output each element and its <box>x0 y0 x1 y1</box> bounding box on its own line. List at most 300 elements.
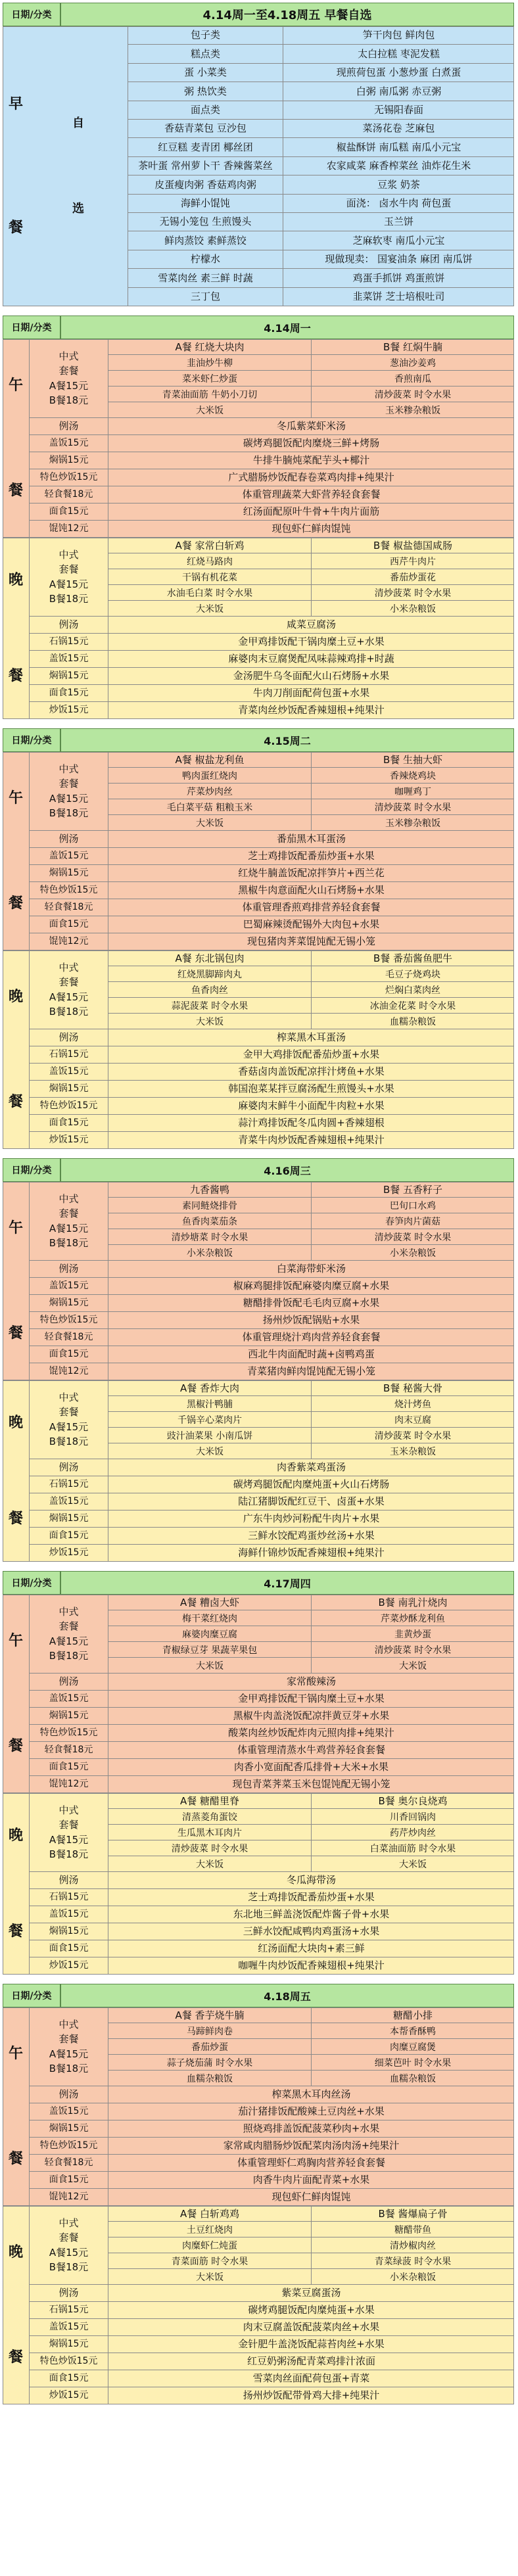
category-label: 炒饭15元 <box>29 1545 108 1562</box>
category-value: 现包猪肉荠菜馄饨配无锡小笼 <box>108 933 514 950</box>
category-label: 面食15元 <box>29 2370 108 2387</box>
meal-char: 午 <box>8 2046 23 2063</box>
b-item: 血糯杂粮饭 <box>311 2071 514 2086</box>
category-value: 扬州炒饭配锅贴+水果 <box>108 1312 514 1329</box>
category-label: 盖饭15元 <box>29 1064 108 1081</box>
a-item: 青菜面筋 时令水果 <box>108 2253 311 2269</box>
day-header-title: 4.14周一 <box>60 316 514 339</box>
category-value: 金甲大鸡排饭配番茄炒蛋+水果 <box>108 1046 514 1064</box>
b-item: 小米杂粮饭 <box>311 601 514 617</box>
category-value: 红汤面配大块肉+素三鲜 <box>108 1940 514 1957</box>
b-item: 清炒菠菜 时令水果 <box>311 1428 514 1443</box>
set-meal-line: B餐18元 <box>49 1650 89 1662</box>
soup-label: 例汤 <box>29 617 108 634</box>
self-char: 自 <box>72 116 84 131</box>
breakfast-row-left: 无锡小笼包 生煎馒头 <box>128 213 283 231</box>
set-meal-line: 中式 <box>59 762 79 775</box>
set-meal-line: 套餐 <box>59 2033 79 2045</box>
a-item: 梅干菜红烧肉 <box>108 1610 311 1626</box>
lunch-meal-label <box>3 1595 29 1793</box>
category-label: 馄饨12元 <box>29 2189 108 2206</box>
meal-char: 午 <box>8 1220 23 1237</box>
category-value: 陆江猪脚饭配红豆干、卤蛋+水果 <box>108 1493 514 1510</box>
b-item: 清炒菠菜 时令水果 <box>311 1642 514 1658</box>
category-value: 芝士鸡排饭配番茄炒蛋+水果 <box>108 1889 514 1906</box>
b-item: 清炒菠菜 时令水果 <box>311 585 514 601</box>
b-item: 血糯杂粮饭 <box>311 1014 514 1029</box>
set-meal-line: A餐15元 <box>49 1222 89 1234</box>
soup-label: 例汤 <box>29 1029 108 1046</box>
breakfast-row-left: 红豆糕 麦青团 椰丝团 <box>128 138 283 156</box>
a-item: 鸭肉蛋红烧肉 <box>108 768 311 784</box>
category-label: 盖饭15元 <box>29 1906 108 1923</box>
b-item: 小米杂粮饭 <box>311 1245 514 1261</box>
category-label: 面食15元 <box>29 685 108 702</box>
a-item: 大米饭 <box>108 2269 311 2285</box>
category-value: 韩国泡菜某拌豆腐汤配生煎馒头+水果 <box>108 1081 514 1098</box>
a-item: 大米饭 <box>108 1014 311 1029</box>
set-meal-line: 套餐 <box>59 365 79 377</box>
breakfast-row-right: 现煎荷包蛋 小葱炒蛋 白煮蛋 <box>283 64 514 82</box>
b-item: 青菜绿菠 时令水果 <box>311 2253 514 2269</box>
b-item: 肉糜豆腐煲 <box>311 2039 514 2055</box>
set-meal-line: 套餐 <box>59 1620 79 1632</box>
category-value: 黑椒牛肉盖浇饭配凉拌黄豆芽+水果 <box>108 1708 514 1725</box>
soup-value: 紫菜豆腐蛋汤 <box>108 2285 514 2302</box>
category-value: 广东牛肉炒河粉配牛肉片+水果 <box>108 1510 514 1528</box>
a-item: 大米饭 <box>108 1856 311 1872</box>
header-title: 4.14周一至4.18周五 早餐自选 <box>60 3 514 26</box>
breakfast-row-right: 玉兰饼 <box>283 213 514 231</box>
a-head: 九香酱鸭 <box>108 1182 311 1198</box>
category-value: 金甲鸡排饭配干锅肉糜土豆+水果 <box>108 634 514 651</box>
category-label: 焖锅15元 <box>29 1295 108 1312</box>
soup-label: 例汤 <box>29 1261 108 1278</box>
a-item: 清炒塘菜 时令水果 <box>108 1229 311 1245</box>
category-label: 轻食餐18元 <box>29 2155 108 2172</box>
category-value: 现包青菜荠菜玉米包馄饨配无锡小笼 <box>108 1776 514 1793</box>
meal-char: 晚 <box>8 571 23 588</box>
category-value: 麻婆肉末鲜牛小面配牛肉粒+水果 <box>108 1098 514 1115</box>
category-value: 红汤面配原叶牛骨+牛肉片面筋 <box>108 503 514 521</box>
category-value: 碳烤鸡腿饭配肉糜炖蛋+水果 <box>108 2302 514 2319</box>
a-item: 麻婆肉糜豆腐 <box>108 1626 311 1642</box>
breakfast-meal-label <box>3 26 29 306</box>
category-value: 香菇卤肉盖饭配凉拌汁烤鱼+水果 <box>108 1064 514 1081</box>
a-item: 大米饭 <box>108 402 311 418</box>
category-value: 肉末豆腐盖饭配菠菜肉丝+水果 <box>108 2319 514 2336</box>
meal-char: 午 <box>8 790 23 807</box>
category-value: 巴蜀麻辣烫配锡外大肉包+水果 <box>108 916 514 933</box>
b-head: B餐 秘酱大骨 <box>311 1380 514 1396</box>
category-label: 面食15元 <box>29 2172 108 2189</box>
category-label: 盖饭15元 <box>29 1278 108 1295</box>
a-item: 大米饭 <box>108 1658 311 1674</box>
a-head: A餐 红烧大块肉 <box>108 339 311 355</box>
a-item: 千锅辛心菜肉片 <box>108 1412 311 1428</box>
b-item: 冰油金花菜 时令水果 <box>311 998 514 1014</box>
b-item: 毛豆子烧鸡块 <box>311 966 514 982</box>
category-label: 特色炒饭15元 <box>29 1725 108 1742</box>
category-label: 焖锅15元 <box>29 1708 108 1725</box>
category-value: 碳烤鸡腿饭配肉糜烧三鲜+烤肠 <box>108 435 514 452</box>
breakfast-row-right: 韭菜饼 芝士培根吐司 <box>283 288 514 306</box>
header-date-category: 日期/分类 <box>3 3 60 26</box>
a-item: 清炒菠菜 时令水果 <box>108 1840 311 1856</box>
b-item: 药芹炒肉丝 <box>311 1825 514 1840</box>
category-value: 红豆奶粥汤配青菜鸡排汁浓面 <box>108 2353 514 2370</box>
soup-label: 例汤 <box>29 1459 108 1476</box>
set-meal-label <box>29 2206 108 2285</box>
breakfast-row-right: 鸡蛋手抓饼 鸡蛋煎饼 <box>283 269 514 287</box>
breakfast-row-left: 香菇青菜包 豆沙包 <box>128 120 283 138</box>
b-item: 糖醋带鱼 <box>311 2222 514 2237</box>
b-item: 番茄炒蛋花 <box>311 569 514 585</box>
category-label: 石锅15元 <box>29 2302 108 2319</box>
category-value: 东北地三鲜盖浇饭配炸酱子骨+水果 <box>108 1906 514 1923</box>
a-head: A餐 家常白斩鸡 <box>108 538 311 553</box>
category-label: 盖饭15元 <box>29 435 108 452</box>
category-label: 石锅15元 <box>29 1476 108 1493</box>
meal-char: 餐 <box>8 482 23 499</box>
category-value: 体重管理香煎鸡排营养轻食套餐 <box>108 899 514 916</box>
set-meal-line: A餐15元 <box>49 578 89 590</box>
category-label: 馄饨12元 <box>29 933 108 950</box>
soup-value: 肉香紫菜鸡蛋汤 <box>108 1459 514 1476</box>
category-label: 馄饨12元 <box>29 1363 108 1380</box>
meal-char: 餐 <box>8 2150 23 2167</box>
set-meal-label <box>29 339 108 418</box>
b-item: 白菜油面筋 时令水果 <box>311 1840 514 1856</box>
breakfast-row-left: 柠檬水 <box>128 250 283 269</box>
category-value: 青菜肉丝炒饭配香辣翅根+纯果汁 <box>108 702 514 719</box>
category-value: 糖醋排骨饭配毛毛肉豆腐+水果 <box>108 1295 514 1312</box>
b-item: 大米饭 <box>311 1658 514 1674</box>
dinner-meal-label <box>3 538 29 719</box>
soup-value: 冬瓜紫菜虾米汤 <box>108 418 514 435</box>
category-label: 炒饭15元 <box>29 702 108 719</box>
category-value: 金汤肥牛乌冬面配火山石烤肠+水果 <box>108 668 514 685</box>
category-label: 焖锅15元 <box>29 1081 108 1098</box>
category-label: 轻食餐18元 <box>29 1742 108 1759</box>
set-meal-line: 中式 <box>59 1804 79 1816</box>
b-item: 韭黄炒蛋 <box>311 1626 514 1642</box>
set-meal-line: 中式 <box>59 548 79 561</box>
category-label: 面食15元 <box>29 1346 108 1363</box>
b-item: 葱油沙姜鸡 <box>311 355 514 371</box>
category-label: 炒饭15元 <box>29 1957 108 1975</box>
a-item: 大米饭 <box>108 601 311 617</box>
a-item: 红烧黑脚蹄肉丸 <box>108 966 311 982</box>
self-char: 选 <box>72 202 84 216</box>
a-item: 青椒绿豆芽 果蔬苹果包 <box>108 1642 311 1658</box>
category-value: 红烧牛腩盖饭配凉拌笋片+西兰花 <box>108 865 514 882</box>
b-item: 清炒菠菜 时令水果 <box>311 386 514 402</box>
a-item: 毛白菜平菇 粗粮玉米 <box>108 799 311 815</box>
category-value: 椒麻鸡腿排饭配麻婆肉糜豆腐+水果 <box>108 1278 514 1295</box>
a-item: 韭油炒牛柳 <box>108 355 311 371</box>
category-label: 特色炒饭15元 <box>29 1312 108 1329</box>
day-header-title: 4.18周五 <box>60 1984 514 2007</box>
set-meal-line: B餐18元 <box>49 807 89 819</box>
set-meal-line: A餐15元 <box>49 2246 89 2259</box>
meal-char: 餐 <box>8 1093 23 1110</box>
category-label: 盖饭15元 <box>29 651 108 668</box>
meal-char: 晚 <box>8 1827 23 1844</box>
category-label: 焖锅15元 <box>29 2336 108 2353</box>
breakfast-row-left: 糕点类 <box>128 45 283 63</box>
set-meal-line: 中式 <box>59 2018 79 2030</box>
meal-char: 午 <box>8 1633 23 1650</box>
category-label: 特色炒饭15元 <box>29 882 108 899</box>
category-value: 体重管理蔬菜大虾营养轻食套餐 <box>108 486 514 503</box>
meal-char: 餐 <box>8 2349 23 2366</box>
a-item: 蒜泥菠菜 时令水果 <box>108 998 311 1014</box>
b-item: 西芹牛肉片 <box>311 553 514 569</box>
b-item: 咖喱鸡丁 <box>311 784 514 799</box>
category-label: 盖饭15元 <box>29 2319 108 2336</box>
category-label: 炒饭15元 <box>29 1132 108 1149</box>
a-head: A餐 东北锅包肉 <box>108 950 311 966</box>
b-item: 香辣烧鸡块 <box>311 768 514 784</box>
a-item: 土豆红烧肉 <box>108 2222 311 2237</box>
breakfast-row-left: 粥 热饮类 <box>128 82 283 101</box>
day-header-category: 日期/分类 <box>3 316 60 339</box>
category-value: 黑椒牛肉意面配火山石烤肠+水果 <box>108 882 514 899</box>
a-head: A餐 椒盐龙利鱼 <box>108 752 311 768</box>
breakfast-row-right: 现做现卖： 国宴油条 麻团 南瓜饼 <box>283 250 514 269</box>
soup-label: 例汤 <box>29 418 108 435</box>
category-value: 咖喱牛肉炒饭配香辣翅根+纯果汁 <box>108 1957 514 1975</box>
meal-char: 午 <box>8 377 23 394</box>
a-item: 马蹄鲜肉卷 <box>108 2023 311 2039</box>
breakfast-row-left: 蛋 小菜类 <box>128 64 283 82</box>
category-value: 现包虾仁鲜肉馄饨 <box>108 2189 514 2206</box>
day-header-category: 日期/分类 <box>3 1571 60 1595</box>
day-header-title: 4.15周二 <box>60 728 514 752</box>
b-item: 烂焖白菜肉丝 <box>311 982 514 998</box>
category-value: 体重管理清蒸水牛鸡营养轻食套餐 <box>108 1742 514 1759</box>
set-meal-line: A餐15元 <box>49 2048 89 2060</box>
b-item: 玉米糁杂粮饭 <box>311 815 514 831</box>
category-label: 轻食餐18元 <box>29 1329 108 1346</box>
category-value: 蒜汁鸡排饭配冬瓜肉圆+香辣翅根 <box>108 1115 514 1132</box>
a-head: A餐 糟卤大虾 <box>108 1595 311 1610</box>
category-value: 照烧鸡排盖饭配菠菜秒肉+水果 <box>108 2120 514 2138</box>
set-meal-line: B餐18元 <box>49 1237 89 1249</box>
breakfast-row-left: 鲜肉蒸饺 素鲜蒸饺 <box>128 231 283 250</box>
breakfast-row-left: 海鲜小馄饨 <box>128 195 283 213</box>
a-item: 素同鲢烧排骨 <box>108 1198 311 1213</box>
b-item: 清炒菠菜 时令水果 <box>311 1229 514 1245</box>
b-head: B餐 南乳汁烧肉 <box>311 1595 514 1610</box>
category-value: 牛肉刀削面配荷包蛋+水果 <box>108 685 514 702</box>
dinner-meal-label <box>3 1793 29 1975</box>
meal-char: 晚 <box>8 1414 23 1431</box>
breakfast-row-right: 面浇： 卤水牛肉 荷包蛋 <box>283 195 514 213</box>
set-meal-line: A餐15元 <box>49 379 89 392</box>
meal-char: 餐 <box>8 220 23 236</box>
a-item: 大米饭 <box>108 1443 311 1459</box>
breakfast-row-right: 白粥 南瓜粥 赤豆粥 <box>283 82 514 101</box>
b-item: 小米杂粮饭 <box>311 2269 514 2285</box>
set-meal-line: B餐18元 <box>49 1436 89 1447</box>
a-item: 大米饭 <box>108 815 311 831</box>
soup-value: 冬瓜海带汤 <box>108 1872 514 1889</box>
b-head: B餐 生抽大虾 <box>311 752 514 768</box>
set-meal-line: A餐15元 <box>49 1420 89 1433</box>
meal-char: 早 <box>8 95 23 112</box>
lunch-meal-label <box>3 2007 29 2206</box>
set-meal-line: A餐15元 <box>49 1635 89 1647</box>
breakfast-row-right: 椒盐酥饼 南瓜糕 南瓜小元宝 <box>283 138 514 156</box>
set-meal-line: 中式 <box>59 1192 79 1205</box>
lunch-meal-label <box>3 339 29 538</box>
a-head: A餐 香芋烧牛腩 <box>108 2007 311 2023</box>
dinner-meal-label <box>3 950 29 1149</box>
meal-char: 餐 <box>8 1923 23 1940</box>
category-label: 炒饭15元 <box>29 2387 108 2404</box>
dinner-meal-label <box>3 1380 29 1562</box>
category-label: 特色炒饭15元 <box>29 2353 108 2370</box>
day-header-category: 日期/分类 <box>3 1984 60 2007</box>
meal-char: 餐 <box>8 1510 23 1527</box>
b-item: 清炒椒肉丝 <box>311 2237 514 2253</box>
category-label: 焖锅15元 <box>29 668 108 685</box>
breakfast-row-left: 包子类 <box>128 26 283 45</box>
category-value: 扬州炒饭配带骨鸡大排+纯果汁 <box>108 2387 514 2404</box>
category-label: 面食15元 <box>29 1940 108 1957</box>
a-item: 芹菜炒肉丝 <box>108 784 311 799</box>
set-meal-line: 套餐 <box>59 1819 79 1831</box>
b-head: B餐 奥尔良烧鸡 <box>311 1793 514 1809</box>
category-value: 茄汁猪排饭配酸辣土豆肉丝+水果 <box>108 2103 514 2120</box>
set-meal-line: B餐18元 <box>49 394 89 406</box>
b-item: 玉米糁杂粮饭 <box>311 402 514 418</box>
soup-label: 例汤 <box>29 2086 108 2103</box>
b-head: B餐 番茄酱鱼肥牛 <box>311 950 514 966</box>
breakfast-row-right: 太白拉糕 枣泥发糕 <box>283 45 514 63</box>
category-value: 牛排牛腩炖菜配芋头+椰汁 <box>108 452 514 469</box>
soup-value: 咸菜豆腐汤 <box>108 617 514 634</box>
category-label: 焖锅15元 <box>29 865 108 882</box>
day-header-title: 4.17周四 <box>60 1571 514 1595</box>
set-meal-line: 套餐 <box>59 976 79 988</box>
soup-value: 家常酸辣汤 <box>108 1674 514 1691</box>
a-item: 肉糜虾仁炖蛋 <box>108 2237 311 2253</box>
category-value: 西北牛肉面配时蔬+卤鸭鸡蛋 <box>108 1346 514 1363</box>
set-meal-line: A餐15元 <box>49 792 89 805</box>
a-item: 红烧马路肉 <box>108 553 311 569</box>
soup-label: 例汤 <box>29 2285 108 2302</box>
day-header-title: 4.16周三 <box>60 1158 514 1182</box>
a-item: 干锅有机花菜 <box>108 569 311 585</box>
set-meal-line: 中式 <box>59 961 79 973</box>
category-value: 酸菜肉丝炒饭配炸肉元照肉排+纯果汁 <box>108 1725 514 1742</box>
set-meal-line: 套餐 <box>59 778 79 789</box>
set-meal-line: A餐15元 <box>49 1833 89 1846</box>
set-meal-label <box>29 752 108 831</box>
set-meal-label <box>29 538 108 617</box>
category-value: 金针肥牛盖浇饭配蒜苔肉丝+水果 <box>108 2336 514 2353</box>
lunch-meal-label <box>3 752 29 950</box>
b-item: 清炒菠菜 时令水果 <box>311 799 514 815</box>
b-head: 糖醋小排 <box>311 2007 514 2023</box>
category-value: 广式腊肠炒饭配春卷菜鸡肉排+纯果汁 <box>108 469 514 486</box>
day-header-category: 日期/分类 <box>3 728 60 752</box>
a-item: 生瓜黑木耳肉片 <box>108 1825 311 1840</box>
a-head: A餐 香炸大肉 <box>108 1380 311 1396</box>
category-label: 焖锅15元 <box>29 1923 108 1940</box>
b-item: 玉米杂粮饭 <box>311 1443 514 1459</box>
b-head: B餐 椒盐德国咸肠 <box>311 538 514 553</box>
b-item: 川香回锅肉 <box>311 1809 514 1825</box>
category-value: 三鲜水饺配鸡蛋炒丝汤+水果 <box>108 1528 514 1545</box>
category-value: 三鲜水饺配咸鸭肉鸡蛋汤+水果 <box>108 1923 514 1940</box>
a-item: 小米杂粮饭 <box>108 1245 311 1261</box>
category-value: 家常咸肉腊肠炒饭配菜肉汤肉汤+纯果汁 <box>108 2138 514 2155</box>
meal-char: 餐 <box>8 1324 23 1342</box>
category-value: 现包虾仁鲜肉馄饨 <box>108 521 514 538</box>
b-head: B餐 五香籽子 <box>311 1182 514 1198</box>
breakfast-row-right: 无锡阳春面 <box>283 101 514 120</box>
set-meal-label <box>29 950 108 1029</box>
meal-char: 晚 <box>8 2244 23 2261</box>
a-item: 清蒸菱角蛋饺 <box>108 1809 311 1825</box>
soup-value: 榨菜黑木耳肉丝汤 <box>108 2086 514 2103</box>
set-meal-line: A餐15元 <box>49 991 89 1003</box>
a-item: 豉汁油菜果 小南瓜饼 <box>108 1428 311 1443</box>
b-item: 香煎南瓜 <box>311 371 514 386</box>
category-label: 石锅15元 <box>29 1889 108 1906</box>
meal-char: 晚 <box>8 989 23 1006</box>
breakfast-row-right: 芝麻软枣 南瓜小元宝 <box>283 231 514 250</box>
set-meal-line: 套餐 <box>59 1406 79 1418</box>
a-item: 黑椒汁鸭脯 <box>108 1396 311 1412</box>
category-label: 盖饭15元 <box>29 1691 108 1708</box>
a-item: 番茄炒蛋 <box>108 2039 311 2055</box>
b-item: 肉末豆腐 <box>311 1412 514 1428</box>
category-label: 特色炒饭15元 <box>29 469 108 486</box>
dinner-meal-label <box>3 2206 29 2404</box>
a-head: A餐 白斩鸡鸡 <box>108 2206 311 2222</box>
category-value: 肉香牛肉片面配青菜+水果 <box>108 2172 514 2189</box>
category-label: 面食15元 <box>29 1115 108 1132</box>
a-item: 水油毛白菜 时令水果 <box>108 585 311 601</box>
set-meal-line: B餐18元 <box>49 1006 89 1018</box>
set-meal-label <box>29 1595 108 1674</box>
category-value: 芝士鸡排饭配番茄炒蛋+水果 <box>108 848 514 865</box>
breakfast-row-right: 菜汤花卷 芝麻包 <box>283 120 514 138</box>
breakfast-row-right: 豆浆 奶茶 <box>283 176 514 194</box>
breakfast-row-left: 雪菜肉丝 素三鲜 时蔬 <box>128 269 283 287</box>
category-value: 海鲜什锦炒饭配香辣翅根+纯果汁 <box>108 1545 514 1562</box>
soup-value: 番茄黑木耳蛋汤 <box>108 831 514 848</box>
b-item: 烧汁烤鱼 <box>311 1396 514 1412</box>
category-value: 体重管理虾仁鸡胸肉营养轻食套餐 <box>108 2155 514 2172</box>
soup-label: 例汤 <box>29 831 108 848</box>
b-item: 细菜芭叶 时令水果 <box>311 2055 514 2071</box>
breakfast-row-left: 面点类 <box>128 101 283 120</box>
category-label: 盖饭15元 <box>29 2103 108 2120</box>
breakfast-row-left: 三丁包 <box>128 288 283 306</box>
b-item: 大米饭 <box>311 1856 514 1872</box>
category-label: 轻食餐18元 <box>29 486 108 503</box>
a-item: 鱼香肉丝 <box>108 982 311 998</box>
breakfast-row-right: 农家咸菜 麻香榨菜丝 油炸花生米 <box>283 157 514 176</box>
meal-char: 餐 <box>8 1737 23 1754</box>
category-value: 青菜牛肉炒饭配香辣翅根+纯果汁 <box>108 1132 514 1149</box>
